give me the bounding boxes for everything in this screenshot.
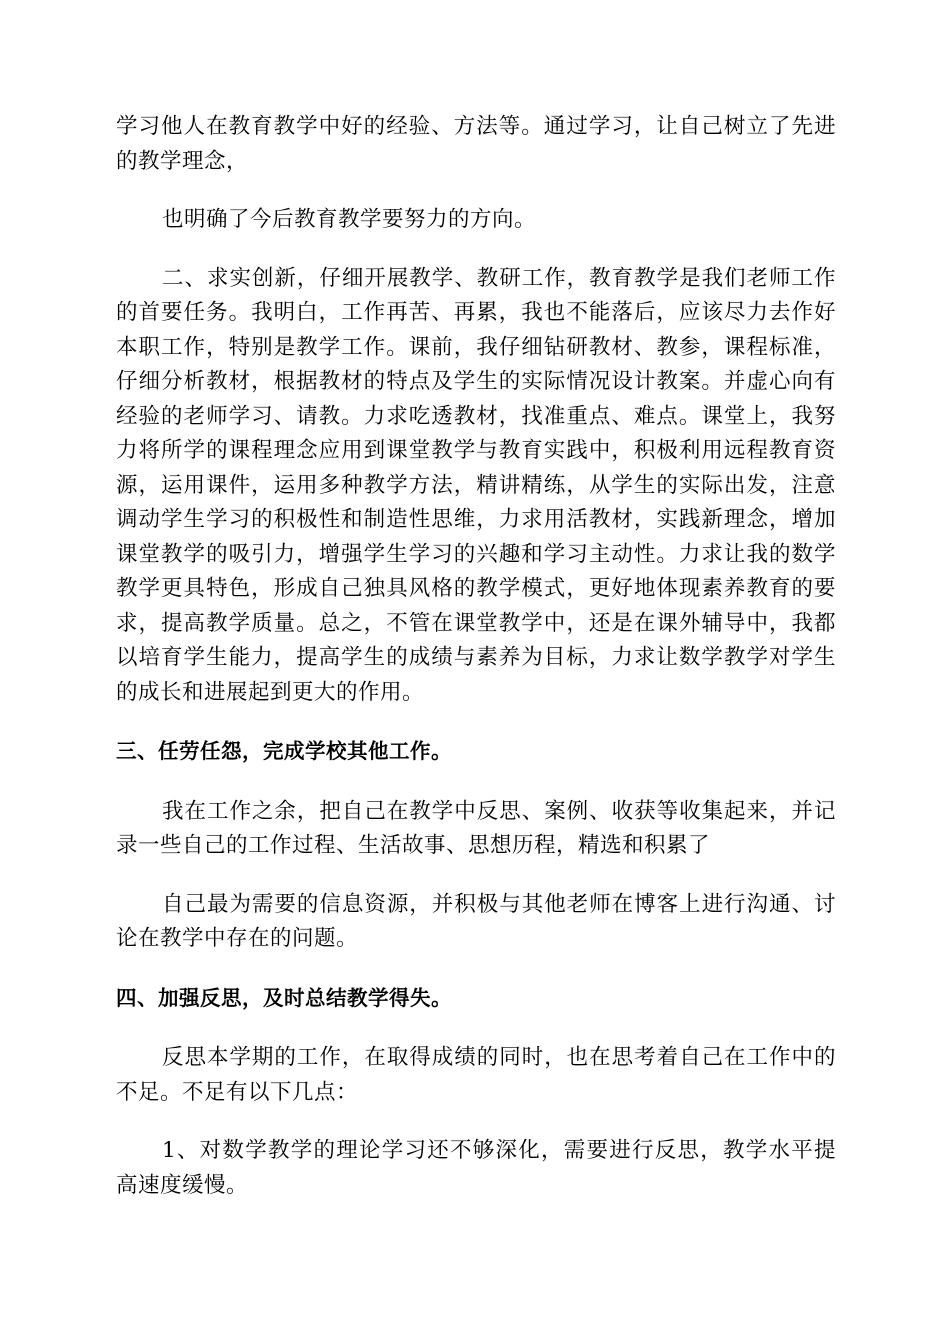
paragraph-teaching-direction: 也明确了今后教育教学要努力的方向。 — [162, 207, 537, 232]
paragraph-shortcoming-one: 1、对数学教学的理论学习还不够深化，需要进行反思，教学水平提高速度缓慢。 — [116, 1138, 836, 1198]
paragraph-reflection-shortcomings: 反思本学期的工作，在取得成绩的同时，也在思考着自己在工作中的不足。不足有以下几点： — [116, 1045, 836, 1105]
paragraph-collect-reflections: 我在工作之余，把自己在教学中反思、案例、收获等收集起来，并记录一些自己的工作过程、生活故事、思想历程，精选和积累了 — [116, 798, 836, 858]
paragraph-learning-experience: 学习他人在教育教学中好的经验、方法等。通过学习，让自己树立了先进的教学理念， — [116, 114, 836, 174]
paragraph-blog-communication: 自己最为需要的信息资源，并积极与其他老师在博客上进行沟通、讨论在教学中存在的问题。 — [116, 891, 836, 951]
paragraph-section-two-innovation: 二、求实创新，仔细开展教学、教研工作，教育教学是我们老师工作的首要任务。我明白，工作再苦、再累，我也不能落后，应该尽力去作好本职工作，特别是教学工作。课前，我仔细钻研教材、教参，课程标准，仔细分析教材，根据教材的特点及学生的实际情况设计教案。并虚心向有经验的老师学习、请教。力求吃透教材，找准重点、难点。课堂上，我努力将所学的课程理念应用到课堂教学与教育实践中，积极利用远程教育资源，运用课件，运用多种教学方法，精讲精练，从学生的实际出发，注意调动学生学习的积极性和制造性思维，力求用活教材，实践新理念，增加课堂教学的吸引力，增强学生学习的兴趣和学习主动性。力求让我的数学教学更具特色，形成自己独具风格的教学模式，更好地体现素养教育的要求，提高教学质量。总之，不管在课堂教学中，还是在课外辅导中，我都以培育学生能力，提高学生的成绩与素养为目标，力求让数学教学对学生的成长和进展起到更大的作用。 — [116, 265, 836, 705]
section-heading-four: 四、加强反思，及时总结教学得失。 — [116, 985, 452, 1010]
section-heading-three: 三、任劳任怨，完成学校其他工作。 — [116, 739, 452, 763]
